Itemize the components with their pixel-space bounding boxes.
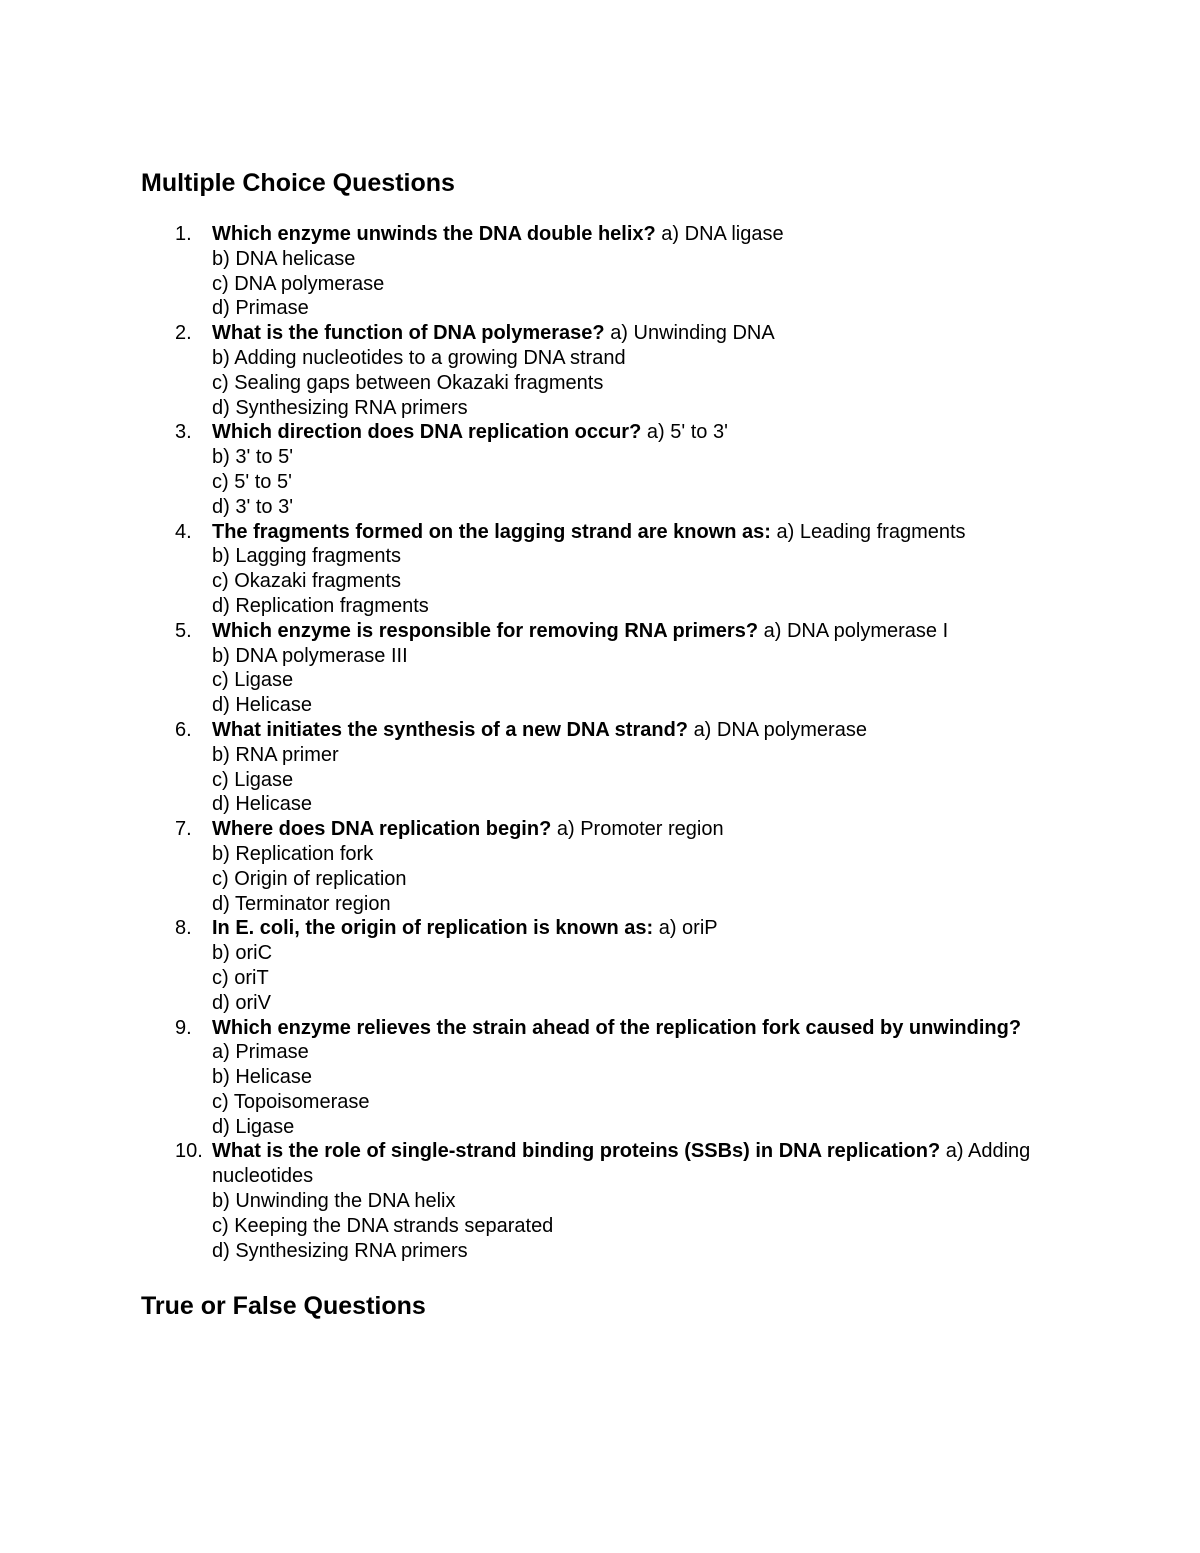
option-c: c) oriT — [212, 966, 269, 989]
question-number: 1. — [175, 223, 192, 245]
question-item-4 — [0, 520, 1042, 619]
option-a: a) 5' to 3' — [646, 421, 728, 444]
question-item-1 — [0, 222, 1042, 321]
option-b: b) Adding nucleotides to a growing DNA strand — [212, 346, 626, 369]
question-number: 8. — [175, 917, 192, 940]
option-c: c) Okazaki fragments — [212, 570, 401, 593]
option-b: b) 3' to 5' — [212, 446, 294, 469]
true-false-section-heading: True or False Questions — [141, 1292, 426, 1320]
question-number: 2. — [175, 322, 192, 345]
option-b: b) Lagging fragments — [212, 545, 402, 568]
question-prompt: What is the role of single-strand binding proteins (SSBs) in DNA replication? — [212, 1140, 946, 1163]
option-a: a) DNA polymerase — [693, 718, 867, 741]
option-d: d) Helicase — [212, 694, 313, 717]
option-c: c) Ligase — [212, 768, 294, 791]
option-c: c) Origin of replication — [212, 867, 407, 890]
question-prompt: What is the function of DNA polymerase? — [212, 322, 611, 345]
option-d: d) Terminator region — [212, 892, 391, 915]
option-d: d) 3' to 3' — [212, 495, 294, 518]
question-prompt: Where does DNA replication begin? — [212, 818, 557, 841]
question-item-8 — [0, 916, 1042, 1015]
option-b: b) DNA helicase — [212, 247, 356, 270]
question-prompt: Which enzyme relieves the strain ahead of the replication fork caused by unwinding? — [212, 1016, 1022, 1039]
question-prompt: The fragments formed on the lagging strand are known as: — [212, 520, 777, 543]
option-c: c) 5' to 5' — [212, 470, 292, 493]
option-d: d) oriV — [212, 991, 271, 1014]
question-item-3 — [0, 420, 1042, 519]
question-number: 9. — [175, 1016, 192, 1039]
option-a: a) Adding nucleotides — [212, 1140, 1031, 1188]
question-prompt: Which direction does DNA replication occur? — [212, 421, 647, 444]
option-d: d) Helicase — [212, 793, 313, 816]
option-b: b) RNA primer — [212, 743, 339, 766]
option-b: b) Unwinding the DNA helix — [212, 1190, 456, 1213]
question-number: 6. — [175, 718, 192, 741]
option-d: d) Synthesizing RNA primers — [212, 396, 468, 419]
option-b: b) Helicase — [212, 1066, 313, 1089]
question-prompt: In E. coli, the origin of replication is known as: — [212, 917, 659, 940]
question-item-10 — [0, 1139, 1042, 1263]
question-prompt: What initiates the synthesis of a new DNA strand? — [212, 718, 694, 741]
question-number: 10. — [175, 1140, 203, 1163]
option-c: c) Keeping the DNA strands separated — [212, 1214, 554, 1237]
option-c: c) Ligase — [212, 669, 294, 692]
question-item-6 — [0, 718, 1042, 817]
option-a: a) Primase — [212, 1041, 309, 1064]
question-item-2 — [0, 321, 1042, 420]
question-number: 7. — [175, 818, 192, 841]
question-number: 4. — [175, 520, 192, 543]
question-number: 5. — [175, 619, 192, 642]
option-c: c) DNA polymerase — [212, 272, 385, 295]
option-c: c) Sealing gaps between Okazaki fragments — [212, 371, 604, 394]
option-a: a) Unwinding DNA — [610, 322, 775, 345]
option-d: d) Synthesizing RNA primers — [212, 1239, 468, 1262]
option-d: d) Primase — [212, 297, 309, 320]
option-a: a) DNA polymerase I — [763, 619, 949, 642]
mcq-section-heading: Multiple Choice Questions — [141, 169, 455, 197]
question-item-9 — [0, 1016, 1042, 1140]
question-item-7 — [0, 817, 1042, 916]
question-prompt: Which enzyme unwinds the DNA double helix? — [212, 223, 662, 245]
option-a: a) DNA ligase — [661, 223, 784, 245]
option-a: a) Leading fragments — [776, 520, 966, 543]
option-a: a) Promoter region — [556, 818, 724, 841]
question-item-5 — [0, 619, 1042, 718]
option-c: c) Topoisomerase — [212, 1090, 370, 1113]
question-list — [0, 222, 1200, 1263]
option-d: d) Replication fragments — [212, 594, 429, 617]
option-b: b) Replication fork — [212, 842, 374, 865]
question-number: 3. — [175, 421, 192, 444]
option-d: d) Ligase — [212, 1115, 295, 1138]
option-b: b) oriC — [212, 942, 273, 965]
option-a: a) oriP — [658, 917, 718, 940]
question-prompt: Which enzyme is responsible for removing RNA primers? — [212, 619, 764, 642]
option-b: b) DNA polymerase III — [212, 644, 408, 667]
